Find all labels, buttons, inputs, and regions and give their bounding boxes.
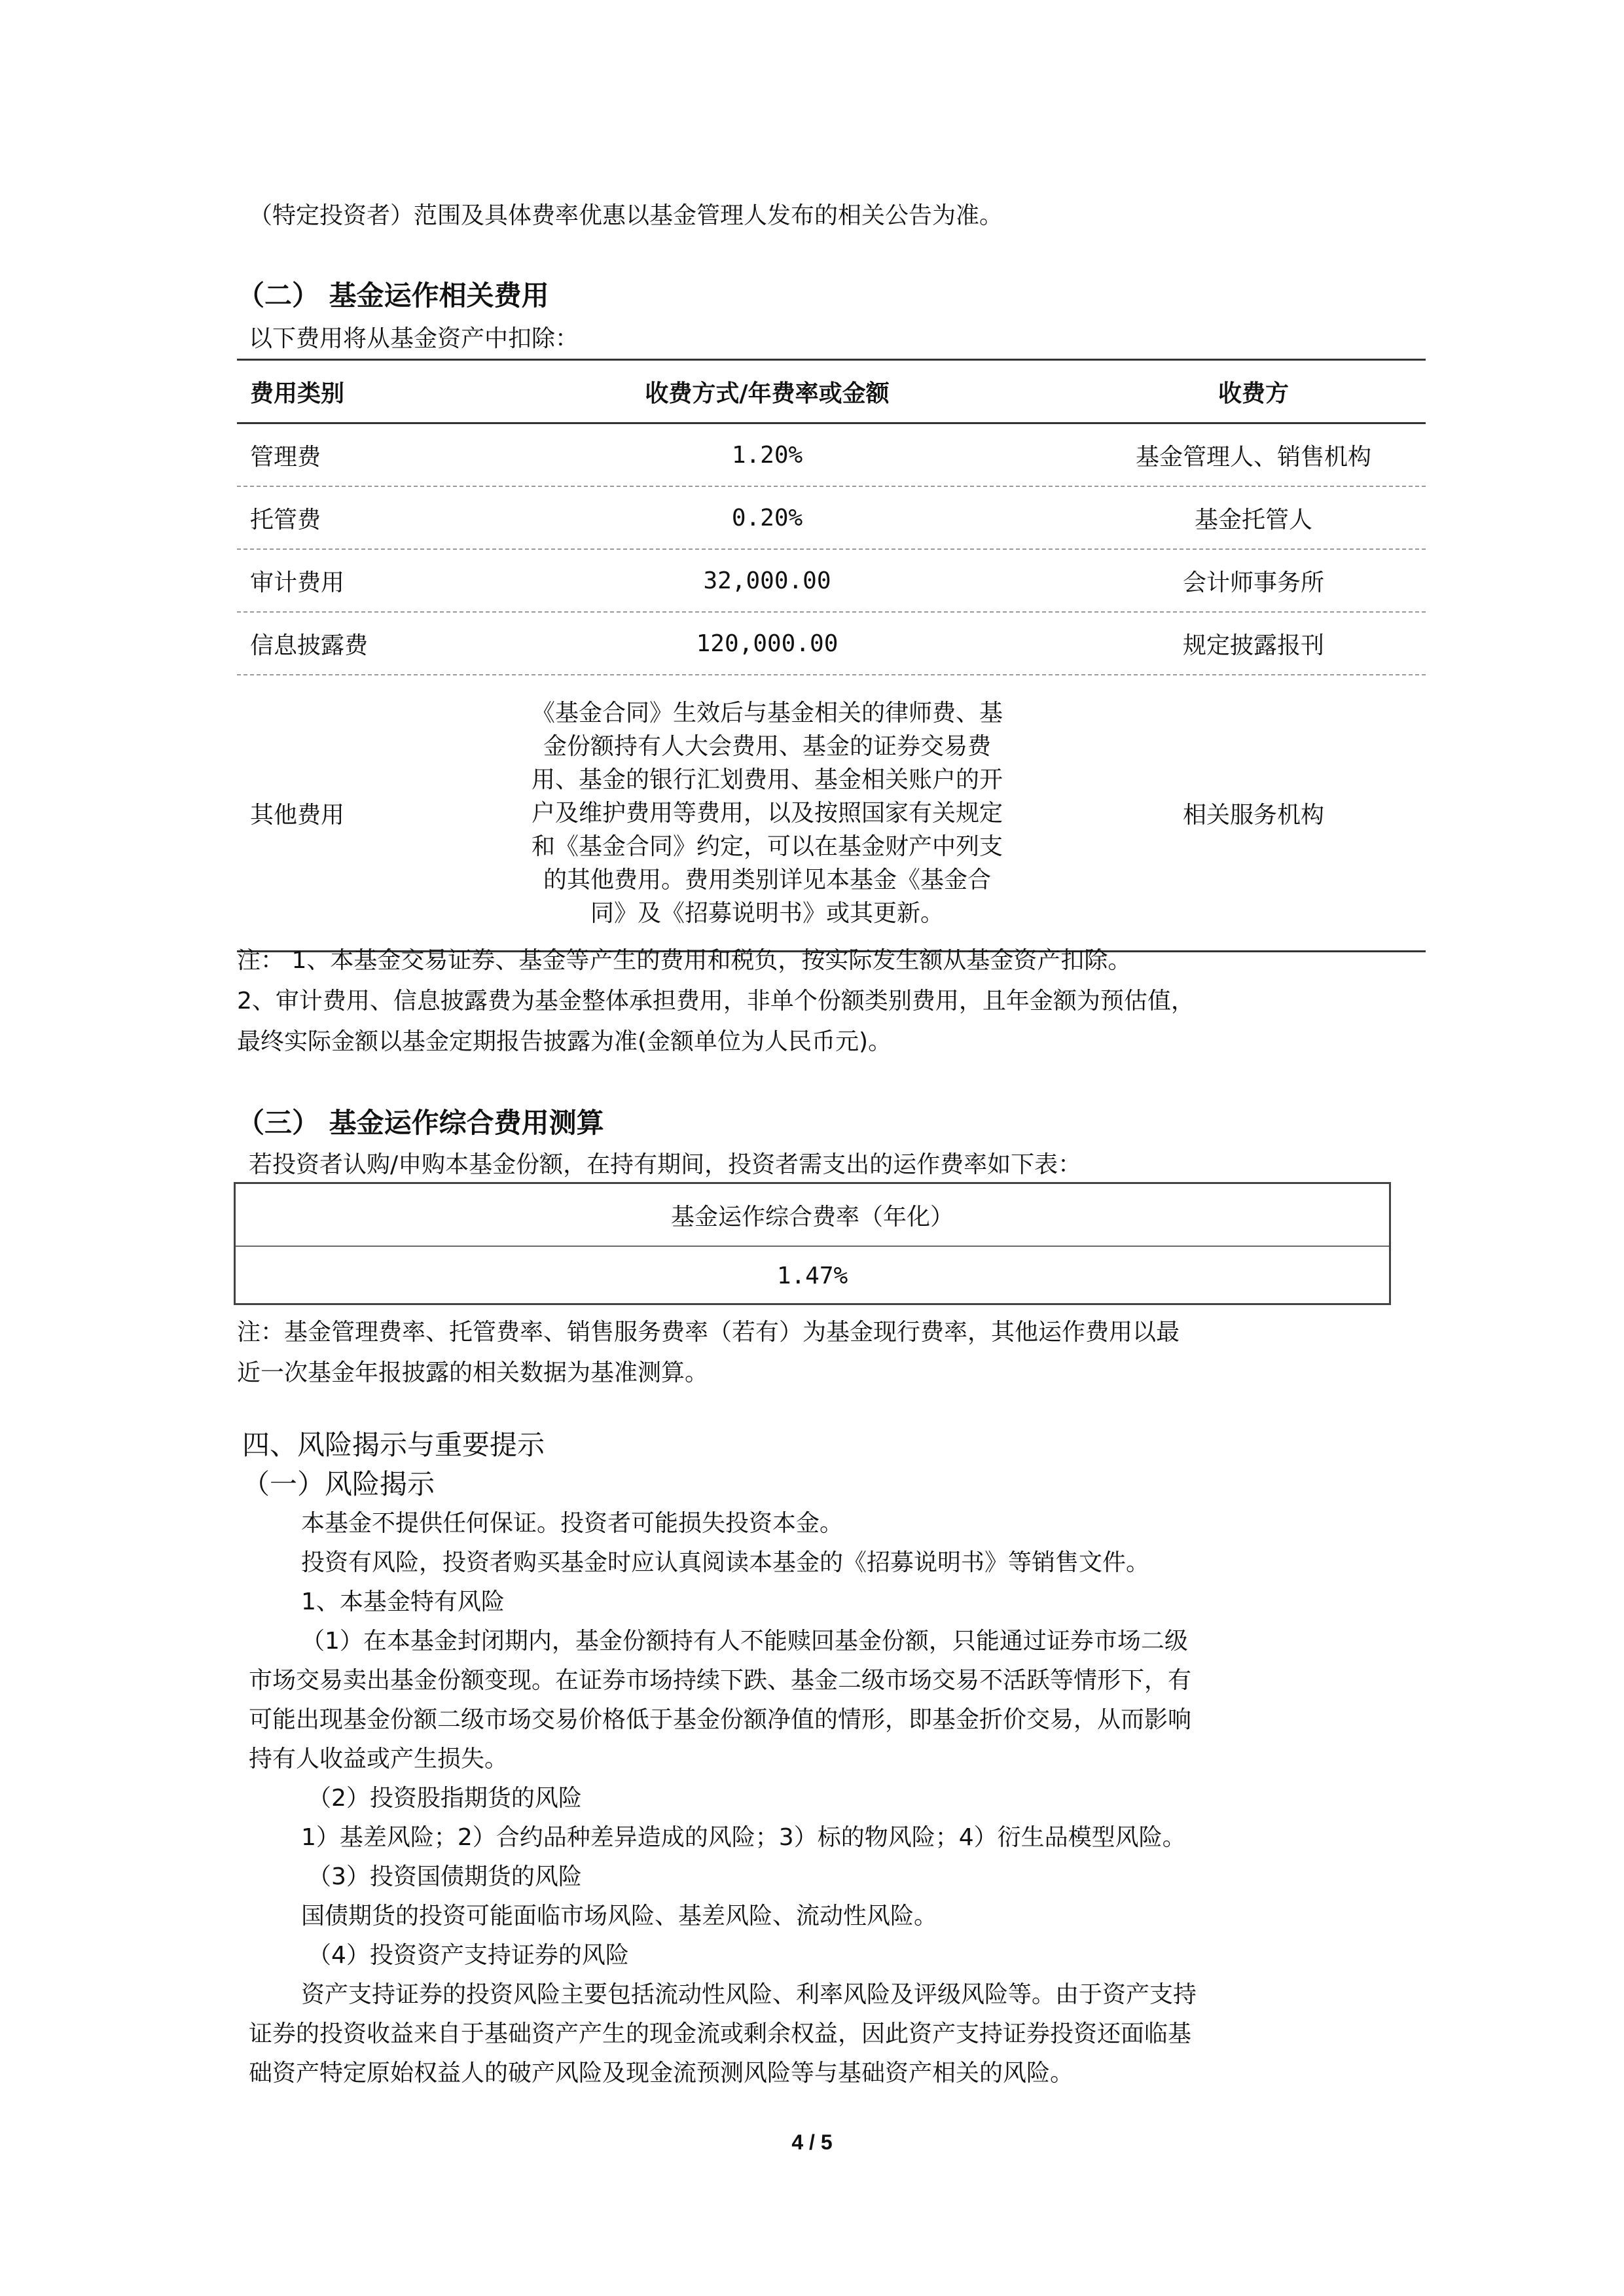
risk-line: 可能出现基金份额二级市场交易价格低于基金份额净值的情形，即基金折价交易，从而影响 [249, 1706, 1192, 1733]
risk-line: 市场交易卖出基金份额变现。在证券市场持续下跌、基金二级市场交易不活跃等情形下，有 [249, 1667, 1192, 1694]
risk-line: （1）在本基金封闭期内，基金份额持有人不能赎回基金份额，只能通过证券市场二级 [301, 1628, 1188, 1655]
row-method: 《基金合同》生效后与基金相关的律师费、基金份额持有人大会费用、基金的证券交易费用、基金的银行汇划费用、基金相关账户的开户及维护费用等费用，以及按照国家有关规定和《基金合同》约定，可以在基金财产中列支的其他费用。费用类别详见本基金《基金合同》及《招募说明书》或其更新。 [532, 699, 1003, 927]
row-category: 其他费用 [250, 801, 345, 829]
section3-lead: 若投资者认购/申购本基金份额，在持有期间，投资者需支出的运作费率如下表： [249, 1151, 1082, 1178]
comprehensive-fee-value: 1.47% [776, 1262, 848, 1289]
fee-table [237, 359, 1426, 952]
risk-line: 资产支持证券的投资风险主要包括流动性风险、利率风险及评级风险等。由于资产支持 [301, 1981, 1197, 2008]
risk-line: 1、本基金特有风险 [301, 1588, 505, 1615]
section3-note-1: 注：基金管理费率、托管费率、销售服务费率（若有）为基金现行费率，其他运作费用以最 [237, 1319, 1180, 1346]
page-number: 4 / 5 [791, 2130, 833, 2154]
risk-line: 国债期货的投资可能面临市场风险、基差风险、流动性风险。 [301, 1903, 938, 1929]
row-payee: 会计师事务所 [1182, 569, 1324, 596]
header-category: 费用类别 [250, 380, 345, 407]
section3-note-2: 近一次基金年报披露的相关数据为基准测算。 [237, 1359, 709, 1386]
table-row [237, 424, 1426, 487]
row-category: 托管费 [250, 506, 321, 533]
row-payee: 基金托管人 [1194, 506, 1312, 533]
table-row [237, 487, 1426, 550]
header-payee: 收费方 [1218, 380, 1289, 407]
table-row [237, 675, 1426, 950]
intro-line: （特定投资者）范围及具体费率优惠以基金管理人发布的相关公告为准。 [249, 202, 1003, 229]
risk-line: 持有人收益或产生损失。 [249, 1746, 509, 1772]
row-method: 32,000.00 [703, 567, 831, 594]
fee-table-header [237, 361, 1426, 424]
row-payee: 相关服务机构 [1182, 801, 1324, 829]
section2-note-3: 最终实际金额以基金定期报告披露为准(金额单位为人民币元)。 [237, 1028, 892, 1055]
risk-line: 本基金不提供任何保证。投资者可能损失投资本金。 [301, 1510, 844, 1537]
section3-title: （三） 基金运作综合费用测算 [237, 1107, 604, 1139]
comprehensive-fee-box [234, 1182, 1391, 1305]
risk-line: （4）投资资产支持证券的风险 [308, 1942, 629, 1969]
header-method: 收费方式/年费率或金额 [645, 380, 890, 407]
section4-title: 四、风险揭示与重要提示 [242, 1429, 545, 1461]
comprehensive-fee-header: 基金运作综合费率（年化） [236, 1184, 1389, 1247]
risk-line: 投资有风险，投资者购买基金时应认真阅读本基金的《招募说明书》等销售文件。 [301, 1549, 1150, 1576]
row-category: 管理费 [250, 443, 321, 471]
risk-line: 证券的投资收益来自于基础资产产生的现金流或剩余权益，因此资产支持证券投资还面临基 [249, 2020, 1192, 2047]
row-method: 0.20% [731, 504, 803, 531]
section2-note-1: 注： 1、本基金交易证券、基金等产生的费用和税负，按实际发生额从基金资产扣除。 [237, 947, 1132, 974]
table-row [237, 550, 1426, 613]
row-payee: 规定披露报刊 [1182, 632, 1324, 659]
row-method: 1.20% [731, 441, 803, 469]
row-payee: 基金管理人、销售机构 [1135, 443, 1371, 471]
row-category: 信息披露费 [250, 632, 369, 659]
row-method: 120,000.00 [696, 630, 839, 657]
section2-lead: 以下费用将从基金资产中扣除： [249, 325, 579, 352]
section2-title: （二） 基金运作相关费用 [237, 279, 549, 312]
risk-line: 础资产特定原始权益人的破产风险及现金流预测风险等与基础资产相关的风险。 [249, 2060, 1074, 2087]
risk-line: （2）投资股指期货的风险 [308, 1785, 582, 1812]
section4-subtitle: （一）风险揭示 [242, 1468, 435, 1500]
table-row [237, 613, 1426, 675]
row-category: 审计费用 [250, 569, 345, 596]
section2-note-2: 2、审计费用、信息披露费为基金整体承担费用，非单个份额类别费用，且年金额为预估值， [237, 988, 1195, 1014]
risk-line: 1）基差风险；2）合约品种差异造成的风险；3）标的物风险；4）衍生品模型风险。 [301, 1824, 1186, 1851]
risk-line: （3）投资国债期货的风险 [308, 1863, 582, 1890]
